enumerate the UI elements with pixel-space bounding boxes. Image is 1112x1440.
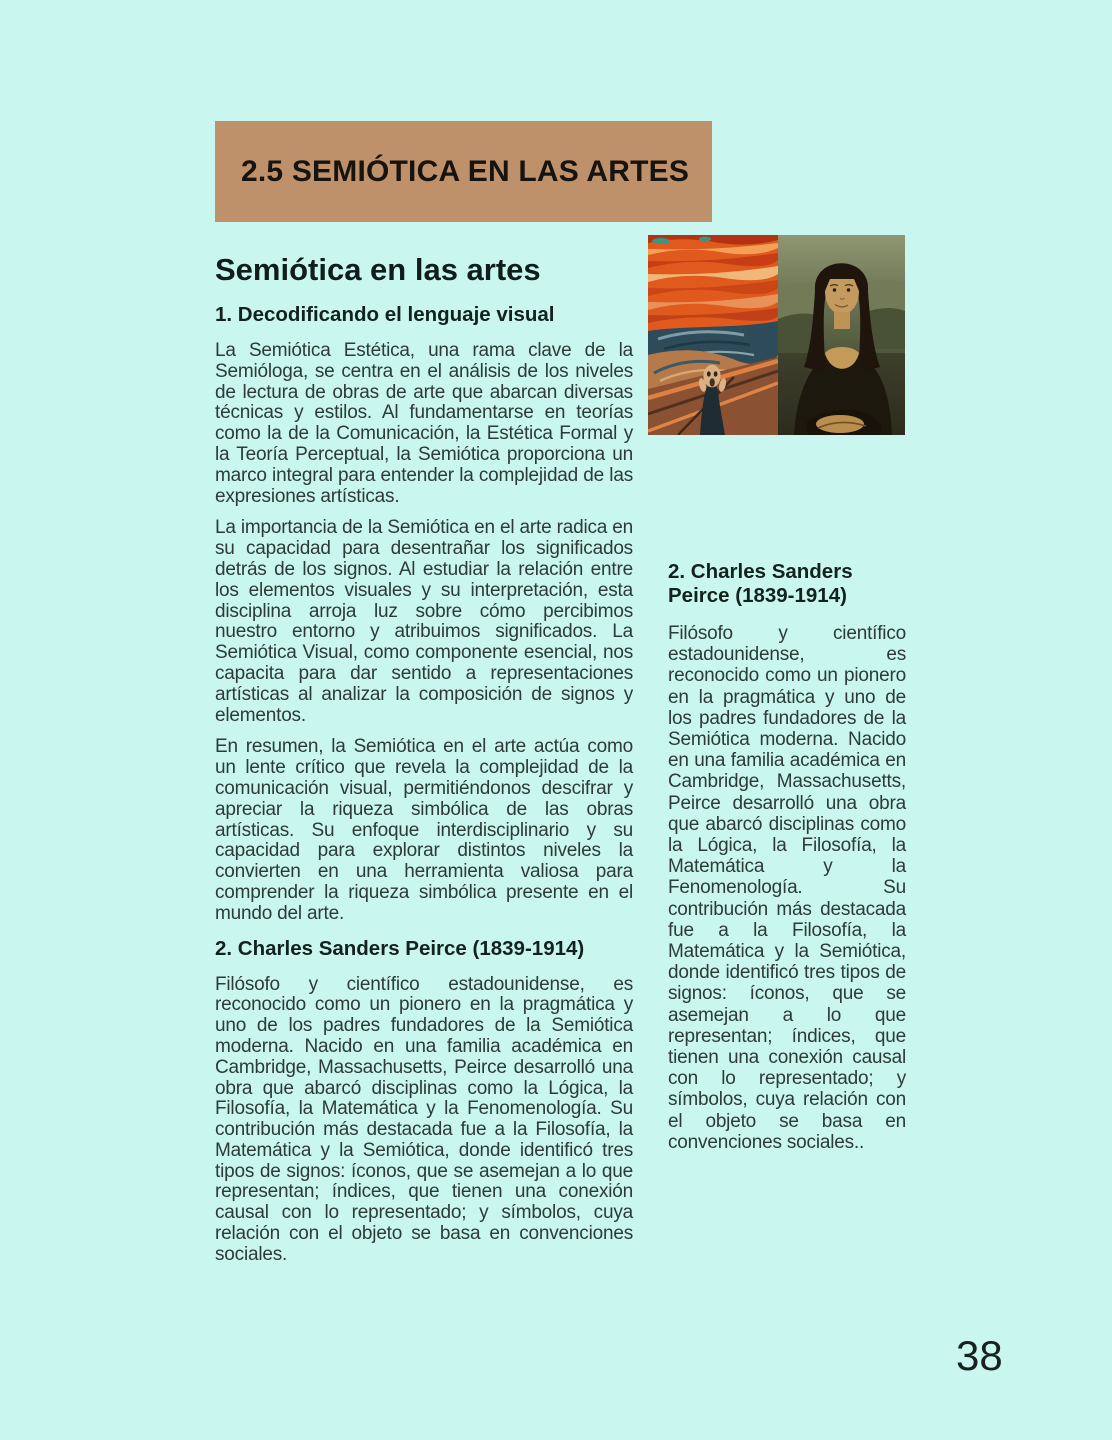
mona-lisa-painting	[778, 235, 905, 435]
body-paragraph-3: En resumen, la Semiótica en el arte actúa como un lente crítico que revela la complejidad de la comunicación visual, permitiéndonos descifrar y apreciar la riqueza simbólica de las obras artísticas. Su enfoque interdisciplinario y su capacidad para explorar distintos niveles la convierten en una herramienta valiosa para comprender la riqueza simbólica presente en el mundo del arte.	[215, 736, 633, 924]
subheading-peirce: 2. Charles Sanders Peirce (1839-1914)	[215, 936, 585, 960]
body-paragraph-2: La importancia de la Semiótica en el arte radica en su capacidad para desentrañar los significados detrás de los signos. Al estudiar la relación entre los elementos visuales y su interpretación, esta disciplina arroja luz sobre cómo percibimos nuestro entorno y atribuimos significados. La Semiótica Visual, como componente esencial, nos capacita para dar sentido a representaciones artísticas al analizar la composición de signos y elementos.	[215, 517, 633, 726]
body-paragraph-1: La Semiótica Estética, una rama clave de la Semióloga, se centra en el análisis de los niveles de lectura de obras de arte que abarcan diversas técnicas y estilos. Al fundamentarse en teorías como la de la Comunicación, la Estética Formal y la Teoría Perceptual, la Semiótica proporciona un marco integral para entender la complejidad de las expresiones artísticas.	[215, 340, 633, 507]
article-right-column	[668, 560, 906, 1164]
subheading-decoding-visual-language: 1. Decodificando el lenguaje visual	[215, 303, 555, 326]
sidebar-heading-peirce: 2. Charles Sanders Peirce (1839-1914)	[668, 560, 853, 607]
artwork-images	[648, 235, 905, 435]
article-left-column	[215, 252, 633, 1277]
the-scream-painting	[648, 235, 778, 435]
section-banner	[215, 121, 712, 222]
sidebar-paragraph-peirce: Filósofo y científico estadounidense, es reconocido como un pionero en la pragmática y uno de los padres fundadores de la Semiótica moderna. Nacido en una familia académica en Cambridge, Massachusetts, Peirce desarrolló una obra que abarcó disciplinas como la Lógica, la Filosofía, la Matemática y la Fenomenología. Su contribución más destacada fue a la Filosofía, la Matemática y la Semiótica, donde identificó tres tipos de signos: íconos, que se asemejan a lo que representan; índices, que tienen una conexión causal con lo representado; y símbolos, cuya relación con el objeto se basa en convenciones sociales..	[668, 623, 906, 1153]
page-number: 38	[956, 1332, 1003, 1379]
article-heading: Semiótica en las artes	[215, 252, 541, 287]
section-banner-title: 2.5 SEMIÓTICA EN LAS ARTES	[241, 154, 690, 188]
body-paragraph-4: Filósofo y científico estadounidense, es reconocido como un pionero en la pragmática y uno de los padres fundadores de la Semiótica moderna. Nacido en una familia académica en Cambridge, Massachusetts, Peirce desarrolló una obra que abarcó disciplinas como la Lógica, la Filosofía, la Matemática y la Fenomenología. Su contribución más destacada fue a la Filosofía, la Matemática y la Semiótica, donde identificó tres tipos de signos: íconos, que se asemejan a lo que representan; índices, que tienen una conexión causal con lo representado; y símbolos, cuya relación con el objeto se basa en convenciones sociales.	[215, 973, 633, 1265]
